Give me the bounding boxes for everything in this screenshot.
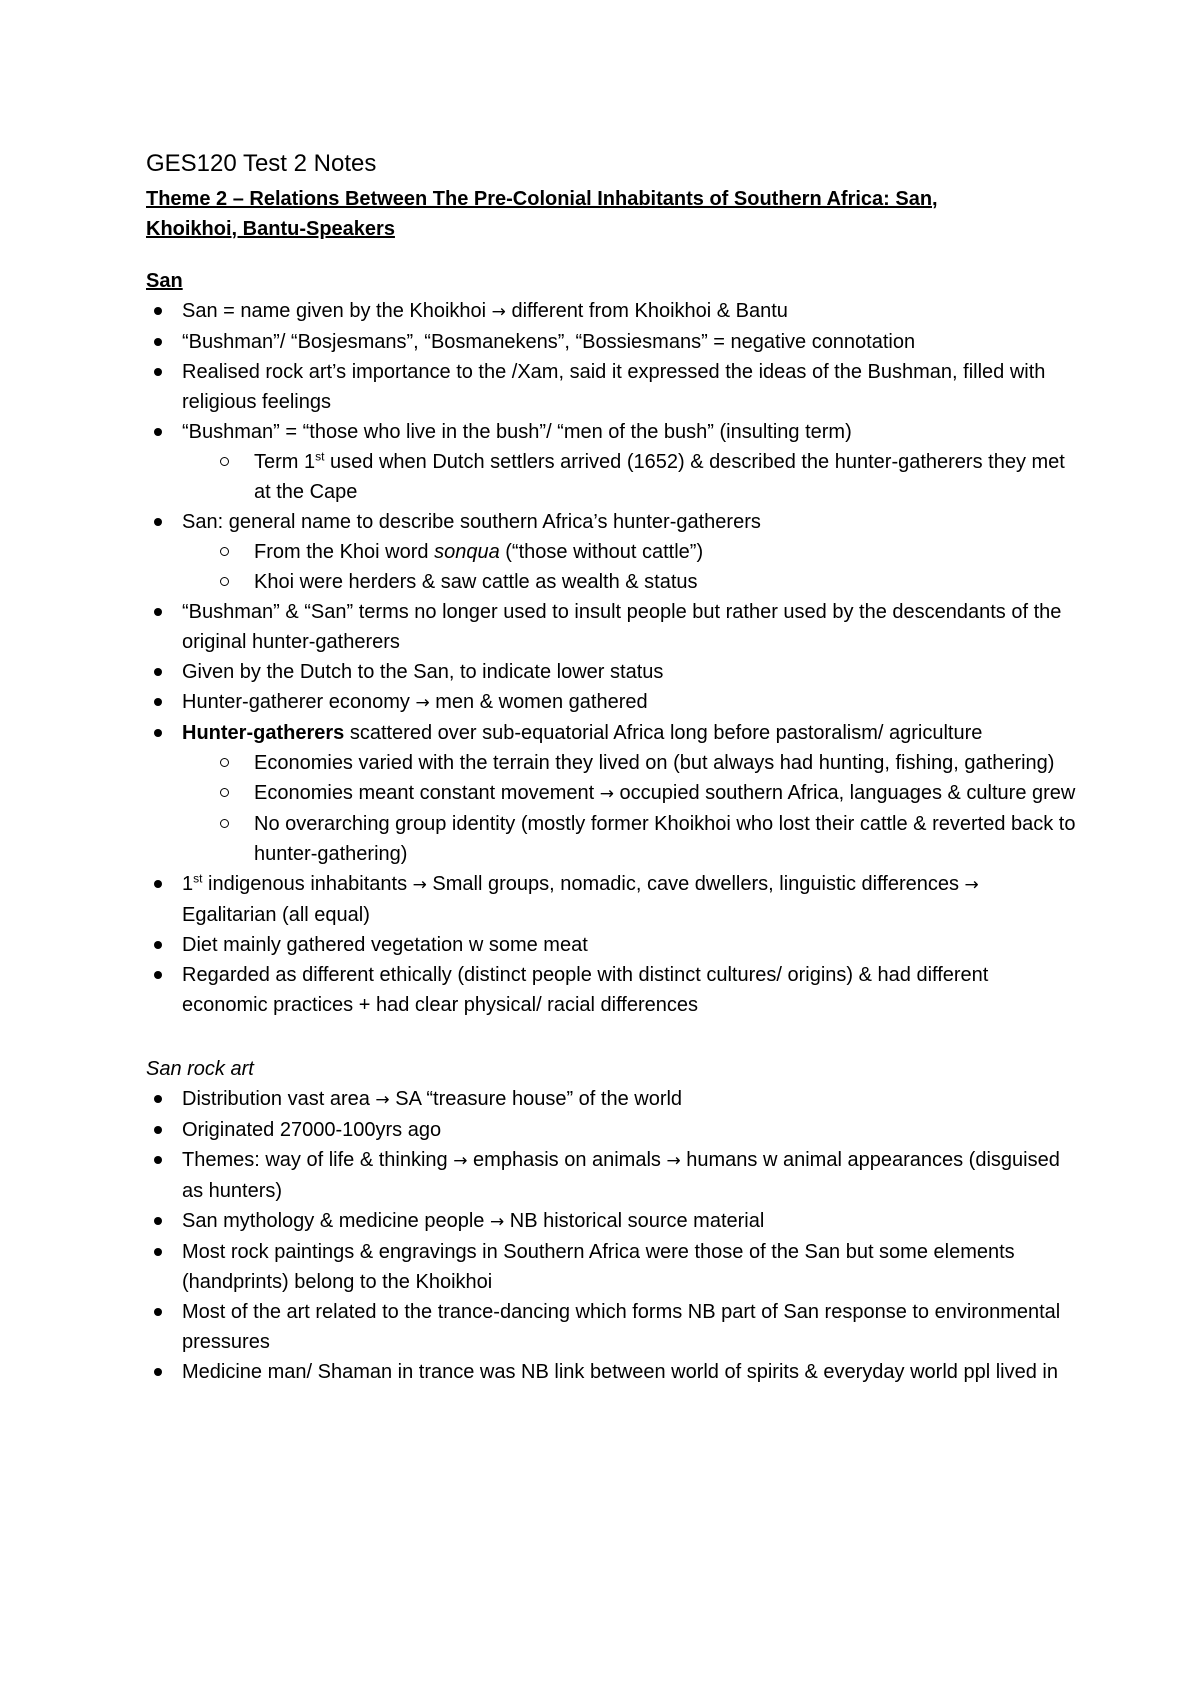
sub-list-item: Khoi were herders & saw cattle as wealth & status [146, 567, 1076, 597]
san-bullet-list [146, 296, 1076, 1020]
document-body [146, 144, 1076, 1387]
list-item: Hunter-gatherer economy → men & women gathered [146, 687, 1076, 718]
circle-bullet-icon [220, 788, 229, 797]
bullet-icon [154, 1126, 162, 1134]
bullet-icon [154, 608, 162, 616]
bullet-icon [154, 307, 162, 315]
bullet-icon [154, 1248, 162, 1256]
circle-bullet-icon [220, 819, 229, 828]
arrow-icon: → [489, 1212, 505, 1232]
bullet-icon [154, 698, 162, 706]
list-item: Originated 27000-100yrs ago [146, 1115, 1076, 1145]
bullet-icon [154, 1308, 162, 1316]
list-item: 1st indigenous inhabitants → Small groups, nomadic, cave dwellers, linguistic differences → Egalitarian (all equal) [146, 869, 1076, 930]
list-item: San mythology & medicine people → NB historical source material [146, 1206, 1076, 1237]
bullet-icon [154, 428, 162, 436]
arrow-icon: → [491, 302, 506, 322]
list-item: Given by the Dutch to the San, to indicate lower status [146, 657, 1076, 687]
list-item: Themes: way of life & thinking → emphasis on animals → humans w animal appearances (disguised as hunters) [146, 1145, 1076, 1206]
bullet-icon [154, 941, 162, 949]
bullet-icon [154, 1217, 162, 1225]
theme-heading [146, 184, 1076, 244]
list-item: Most rock paintings & engravings in Southern Africa were those of the San but some elements (handprints) belong to the Khoikhoi [146, 1237, 1076, 1297]
list-item: Regarded as different ethically (distinct people with distinct cultures/ origins) & had different economic practices + had clear physical/ racial differences [146, 960, 1076, 1020]
circle-bullet-icon [220, 457, 229, 466]
list-item: Realised rock art’s importance to the /Xam, said it expressed the ideas of the Bushman, filled with religious feelings [146, 357, 1076, 417]
list-item: Hunter-gatherers scattered over sub-equatorial Africa long before pastoralism/ agriculture [146, 718, 1076, 748]
list-item: Most of the art related to the trance-dancing which forms NB part of San response to environmental pressures [146, 1297, 1076, 1357]
bullet-icon [154, 971, 162, 979]
list-item: “Bushman”/ “Bosjesmans”, “Bosmanekens”, “Bossiesmans” = negative connotation [146, 327, 1076, 357]
section-heading-rock-art: San rock art [146, 1058, 254, 1080]
arrow-icon: → [375, 1090, 390, 1110]
arrow-icon: → [964, 875, 979, 895]
bullet-icon [154, 880, 162, 888]
circle-bullet-icon [220, 758, 229, 767]
sub-list-item: Term 1st used when Dutch settlers arrived (1652) & described the hunter-gatherers they met at the Cape [146, 447, 1076, 507]
list-item: Medicine man/ Shaman in trance was NB link between world of spirits & everyday world ppl lived in [146, 1357, 1076, 1387]
list-item: San = name given by the Khoikhoi → different from Khoikhoi & Bantu [146, 296, 1076, 327]
bullet-icon [154, 668, 162, 676]
bullet-icon [154, 1368, 162, 1376]
sub-list-item: No overarching group identity (mostly former Khoikhoi who lost their cattle & reverted back to hunter-gathering) [146, 809, 1076, 869]
sub-list-item: From the Khoi word sonqua (“those without cattle”) [146, 537, 1076, 567]
list-item: San: general name to describe southern Africa’s hunter-gatherers [146, 507, 1076, 537]
list-item: “Bushman” & “San” terms no longer used to insult people but rather used by the descendants of the original hunter-gatherers [146, 597, 1076, 657]
circle-bullet-icon [220, 577, 229, 586]
sub-list-item: Economies meant constant movement → occupied southern Africa, languages & culture grew [146, 778, 1076, 809]
sub-list-item: Economies varied with the terrain they lived on (but always had hunting, fishing, gathering) [146, 748, 1076, 778]
rock-art-bullet-list [146, 1084, 1076, 1387]
document-title: GES120 Test 2 Notes [146, 150, 377, 177]
arrow-icon: → [666, 1151, 681, 1171]
circle-bullet-icon [220, 547, 229, 556]
section-heading-san: San [146, 270, 183, 292]
bullet-icon [154, 338, 162, 346]
theme-heading-line-1: Theme 2 – Relations Between The Pre-Colonial Inhabitants of Southern Africa: San, [146, 188, 938, 210]
bullet-icon [154, 729, 162, 737]
arrow-icon: → [453, 1151, 468, 1171]
bullet-icon [154, 1095, 162, 1103]
arrow-icon: → [599, 784, 614, 804]
bullet-icon [154, 1156, 162, 1164]
theme-heading-line-2: Khoikhoi, Bantu-Speakers [146, 218, 395, 240]
arrow-icon: → [412, 875, 427, 895]
list-item: Diet mainly gathered vegetation w some meat [146, 930, 1076, 960]
list-item: Distribution vast area → SA “treasure house” of the world [146, 1084, 1076, 1115]
bullet-icon [154, 518, 162, 526]
list-item: “Bushman” = “those who live in the bush”/ “men of the bush” (insulting term) [146, 417, 1076, 447]
arrow-icon: → [415, 693, 430, 713]
bullet-icon [154, 368, 162, 376]
